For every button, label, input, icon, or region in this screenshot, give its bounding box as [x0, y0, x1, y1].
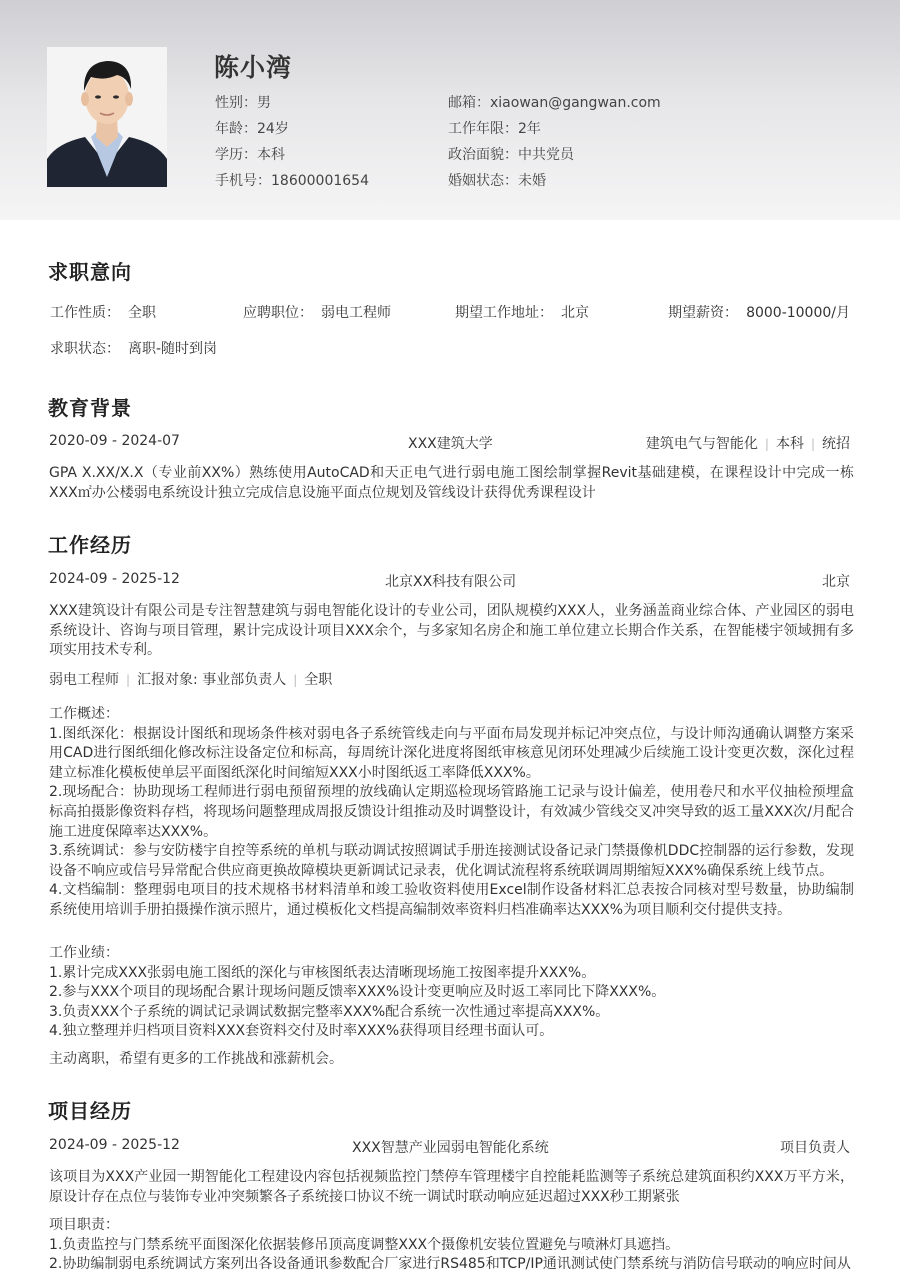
- section-title-education: 教育背景: [48, 396, 132, 420]
- work-overview: [49, 705, 854, 921]
- project-date: 2024-09 - 2025-12: [49, 1137, 180, 1153]
- age-field: 年龄：24岁: [215, 121, 289, 137]
- work-company: 北京XX科技有限公司: [385, 574, 517, 590]
- work-overview-item: 1.图纸深化：根据设计图纸和现场条件核对弱电各子系统管线走向与平面布局发现并标记冲突点位，与设计师沟通确认调整方案采用CAD进行图纸细化修改标注设备定位和标高，每周统计深化进度将图纸审核意见闭环处理减少后续施工设计变更次数，深化过程建立标准化模板使单层平面图纸深化时间缩短XXX小时图纸返工率降低XXX%。: [49, 725, 854, 781]
- phone-field: 手机号：18600001654: [215, 173, 369, 189]
- intent-position: [243, 302, 391, 322]
- section-title-project: 项目经历: [48, 1099, 132, 1123]
- candidate-name: 陈小湾: [214, 53, 293, 82]
- work-company-intro: XXX建筑设计有限公司是专注智慧建筑与弱电智能化设计的专业公司，团队规模约XXX人，业务涵盖商业综合体、产业园区的弱电系统设计、咨询与项目管理，累计完成设计项目XXX余个，与多家知名房企和施工单位建立长期合作关系，在智能楼宇领域拥有多项实用技术专利。: [49, 603, 854, 659]
- work-overview-item: 4.文档编制：整理弱电项目的技术规格书材料清单和竣工验收资料使用Excel制作设备材料汇总表按合同核对型号数量，协助编制系统使用培训手册拍摄操作演示照片，通过模板化文档提高编制效率资料归档准确率达XXX%为项目顺利交付提供支持。: [49, 882, 854, 918]
- project-duties-label: 项目职责：: [49, 1217, 119, 1233]
- intent-label: 期望薪资：: [668, 305, 739, 321]
- work-achievement-item: 2.参与XXX个项目的现场配合累计现场问题反馈率XXX%设计变更响应及时返工率同比下降XXX%。: [49, 984, 666, 1001]
- email-field: 邮箱：xiaowan@gangwan.com: [448, 95, 661, 111]
- political-status-field: 政治面貌：中共党员: [448, 147, 574, 163]
- divider: |: [764, 437, 769, 451]
- work-overview-item: 3.系统调试：参与安防楼宇自控等系统的单机与联动调试按照调试手册连接测试设备记录门禁摄像机DDC控制器的运行参数，发现设备不响应或信号异常配合供应商更换故障模块更新调试记录表，优化调试流程将系统联调周期缩短XXX%确保系统上线节点。: [49, 843, 854, 879]
- education-meta: [646, 433, 850, 453]
- work-achievements: [49, 944, 854, 1042]
- marital-status-field: 婚姻状态：未婚: [448, 173, 546, 189]
- intent-label: 期望工作地址：: [455, 305, 553, 321]
- intent-label: 工作性质：: [50, 305, 120, 321]
- work-date: 2024-09 - 2025-12: [49, 571, 180, 587]
- education-field: 学历：本科: [215, 147, 285, 163]
- work-kind: 全职: [304, 672, 333, 688]
- divider: |: [126, 673, 131, 687]
- education-type: 统招: [822, 436, 850, 452]
- work-city: 北京: [822, 574, 850, 590]
- work-overview-item: 2.现场配合：协助现场工程师进行弱电预留预埋的放线确认定期巡检现场管路施工记录与设计偏差，使用卷尺和水平仪抽检预埋盒标高拍摄影像资料存档，将现场问题整理成周报反馈设计组推动及时调整设计，有效减少管线交叉冲突导致的返工量XXX次/月配合施工进度保障率达XXX%。: [49, 784, 854, 840]
- section-title-intent: 求职意向: [48, 260, 132, 284]
- project-duties: [49, 1216, 854, 1275]
- work-achievements-label: 工作业绩：: [49, 945, 119, 961]
- divider: |: [810, 437, 815, 451]
- work-achievement-item: 1.累计完成XXX张弱电施工图纸的深化与审核图纸表达清晰现场施工按图率提升XXX%。: [49, 964, 596, 981]
- intent-label: 求职状态：: [50, 341, 120, 357]
- intent-value: 离职-随时到岗: [128, 341, 218, 357]
- section-title-work: 工作经历: [48, 533, 132, 557]
- intent-salary: [668, 302, 850, 322]
- intent-value: 北京: [561, 305, 589, 321]
- work-overview-label: 工作概述：: [49, 706, 119, 722]
- header-band: [0, 0, 900, 220]
- intent-value: 弱电工程师: [321, 305, 391, 321]
- work-achievement-item: 4.独立整理并归档项目资料XXX套资料交付及时率XXX%获得项目经理书面认可。: [49, 1023, 554, 1040]
- project-duty-item: 2.协助编制弱电系统调试方案列出各设备通讯参数配合厂家进行RS485和TCP/IP通讯测试使门禁系统与消防信号联动的响应时间从: [49, 1256, 851, 1273]
- education-school: XXX建筑大学: [408, 436, 493, 452]
- education-description: GPA X.XX/X.X（专业前XX%）熟练使用AutoCAD和天正电气进行弱电施工图绘制掌握Revit基础建模，在课程设计中完成一栋XXX㎡办公楼弱电系统设计独立完成信息设施平面点位规划及管线设计获得优秀课程设计: [49, 465, 854, 501]
- intent-work-type: [50, 302, 156, 322]
- education-date: 2020-09 - 2024-07: [49, 433, 180, 449]
- education-major: 建筑电气与智能化: [645, 436, 758, 452]
- work-role: 弱电工程师: [49, 672, 119, 688]
- work-achievement-item: 3.负责XXX个子系统的调试记录调试数据完整率XXX%配合系统一次性通过率提高XXX%。: [49, 1003, 610, 1020]
- work-years-field: 工作年限：2年: [448, 121, 541, 137]
- project-role: 项目负责人: [780, 1140, 850, 1156]
- intent-label: 应聘职位：: [243, 305, 313, 321]
- divider: |: [293, 673, 298, 687]
- intent-status: [50, 338, 217, 358]
- project-duty-item: 1.负责监控与门禁系统平面图深化依据装修吊顶高度调整XXX个摄像机安装位置避免与喷淋灯具遮挡。: [49, 1236, 680, 1253]
- work-leave-reason: 主动离职，希望有更多的工作挑战和涨薪机会。: [49, 1051, 343, 1067]
- intent-location: [455, 302, 589, 322]
- intent-value: 8000-10000/月: [746, 305, 850, 321]
- work-meta: [49, 669, 332, 689]
- profile-photo: [47, 47, 167, 187]
- profile-info-right: [448, 90, 661, 194]
- intent-value: 全职: [128, 305, 156, 321]
- work-report: 汇报对象: 事业部负责人: [137, 672, 287, 688]
- profile-info-left: [215, 90, 369, 194]
- gender-field: 性别：男: [215, 95, 271, 111]
- project-name: XXX智慧产业园弱电智能化系统: [352, 1140, 549, 1156]
- education-degree: 本科: [775, 436, 804, 452]
- project-description: 该项目为XXX产业园一期智能化工程建设内容包括视频监控门禁停车管理楼宇自控能耗监测等子系统总建筑面积约XXX万平方米，原设计存在点位与装饰专业冲突频繁各子系统接口协议不统一调试时联动响应延迟超过XXX秒工期紧张: [49, 1169, 854, 1205]
